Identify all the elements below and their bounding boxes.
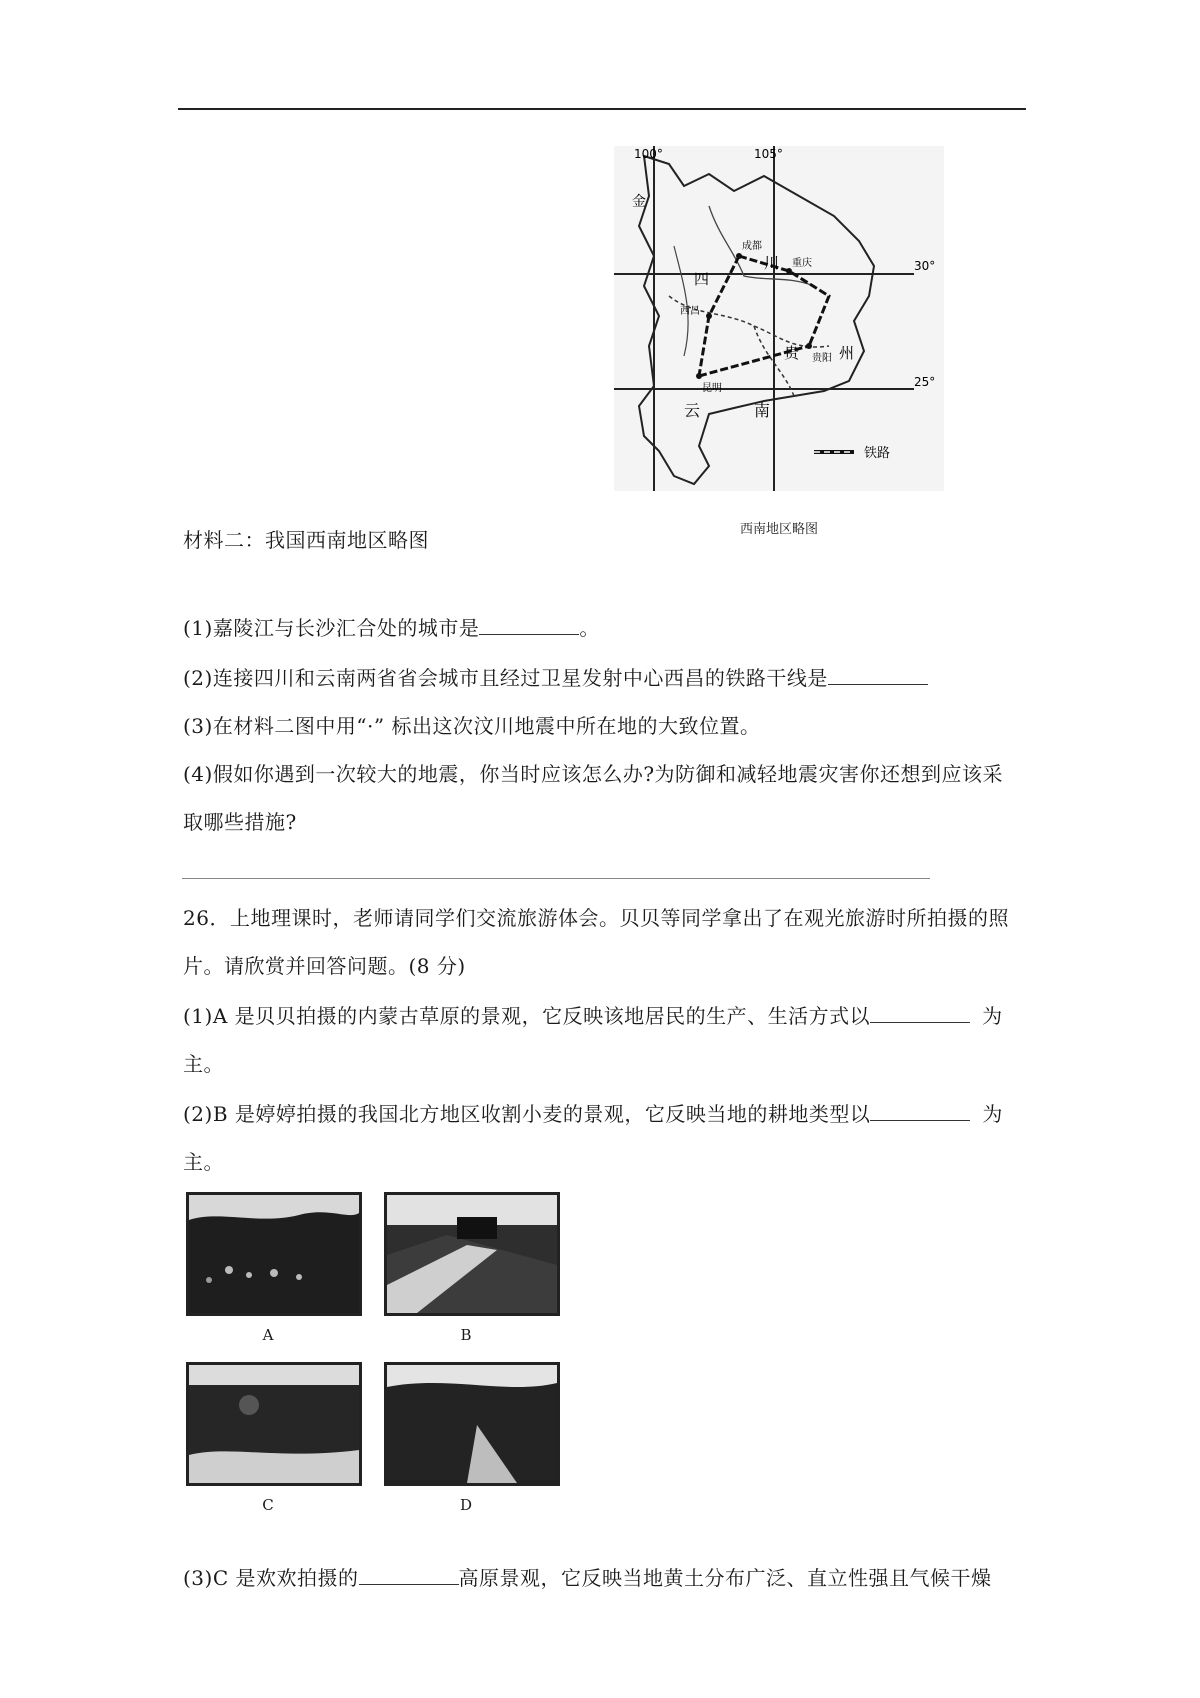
q26-intro-line-2: 片。请欣赏并回答问题。(8 分) (183, 954, 466, 978)
city-label-chongqing: 重庆 (792, 258, 812, 269)
photo-b-label: B (460, 1326, 472, 1344)
q26-part-1-text: (1)A 是贝贝拍摄的内蒙古草原的景观，它反映该地居民的生产、生活方式以 (183, 1004, 871, 1028)
q26-part-1 (183, 1002, 1003, 1030)
q26-part-3 (183, 1564, 992, 1592)
q26-part-1-tail: 为 (982, 1004, 1003, 1028)
q26-part-2-line-2: 主。 (183, 1150, 224, 1174)
photo-d-landscape (384, 1362, 560, 1486)
material2-label: 材料二：我国西南地区略图 (183, 528, 429, 552)
photo-d-label: D (459, 1496, 473, 1514)
answer-blank-26-2[interactable] (870, 1100, 970, 1121)
q26-part-2 (183, 1100, 1003, 1128)
city-label-xichang: 西昌 (680, 306, 700, 317)
southwest-china-map (614, 146, 944, 537)
map-caption: 西南地区略图 (739, 522, 818, 537)
city-label-kunming: 昆明 (702, 383, 722, 394)
question-1-text: (1)嘉陵江与长沙汇合处的城市是 (183, 616, 480, 640)
question-4-line-1: (4)假如你遇到一次较大的地震，你当时应该怎么办?为防御和减轻地震灾害你还想到应该采 (183, 762, 1004, 786)
province-label-yun: 云 (684, 401, 701, 420)
lat-label-25: 25° (914, 375, 936, 389)
city-label-guiyang: 贵阳 (812, 353, 832, 364)
answer-blank-2[interactable] (828, 664, 928, 685)
province-label-nan: 南 (754, 401, 771, 420)
legend-railway-label: 铁路 (864, 446, 891, 461)
q26-part-1-line-2: 主。 (183, 1052, 224, 1076)
city-label-chengdu: 成都 (742, 241, 762, 252)
province-label-si: 四 (694, 270, 710, 288)
question-2-text: (2)连接四川和云南两省省会城市且经过卫星发射中心西昌的铁路干线是 (183, 666, 828, 690)
photo-b-wheat-harvest (384, 1192, 560, 1316)
province-label-jin: 金 (632, 194, 646, 210)
lon-label-100: 100° (634, 147, 663, 161)
q26-part-2-text: (2)B 是婷婷拍摄的我国北方地区收割小麦的景观，它反映当地的耕地类型以 (183, 1102, 871, 1126)
question-3: (3)在材料二图中用“·” 标出这次汶川地震中所在地的大致位置。 (183, 714, 761, 738)
answer-blank-26-1[interactable] (870, 1002, 970, 1023)
answer-blank-26-3[interactable] (359, 1564, 459, 1585)
province-label-zhou: 州 (839, 344, 855, 362)
province-label-chuan: 川 (764, 254, 780, 272)
map-drawing (614, 146, 944, 526)
lat-label-30: 30° (914, 259, 936, 273)
answer-blank-1[interactable] (479, 614, 579, 635)
photo-a-grassland (186, 1192, 362, 1316)
question-2 (183, 664, 928, 692)
question-1-end: 。 (579, 616, 600, 640)
q26-intro-line-1: 26．上地理课时，老师请同学们交流旅游体会。贝贝等同学拿出了在观光旅游时所拍摄的照 (183, 906, 1009, 930)
question-4-line-2: 取哪些措施? (183, 810, 297, 834)
lon-label-105: 105° (754, 147, 783, 161)
photo-c-label: C (262, 1496, 274, 1514)
q26-part-2-tail: 为 (982, 1102, 1003, 1126)
province-label-gui: 贵 (784, 344, 800, 362)
photo-a-label: A (262, 1326, 274, 1344)
q26-part-3-text: (3)C 是欢欢拍摄的 (183, 1566, 359, 1590)
answer-line-q4[interactable] (182, 878, 930, 879)
q26-part-3-tail: 高原景观，它反映当地黄土分布广泛、直立性强且气候干燥 (458, 1566, 992, 1590)
photo-c-plateau (186, 1362, 362, 1486)
header-rule (178, 108, 1026, 110)
question-1 (183, 614, 600, 642)
